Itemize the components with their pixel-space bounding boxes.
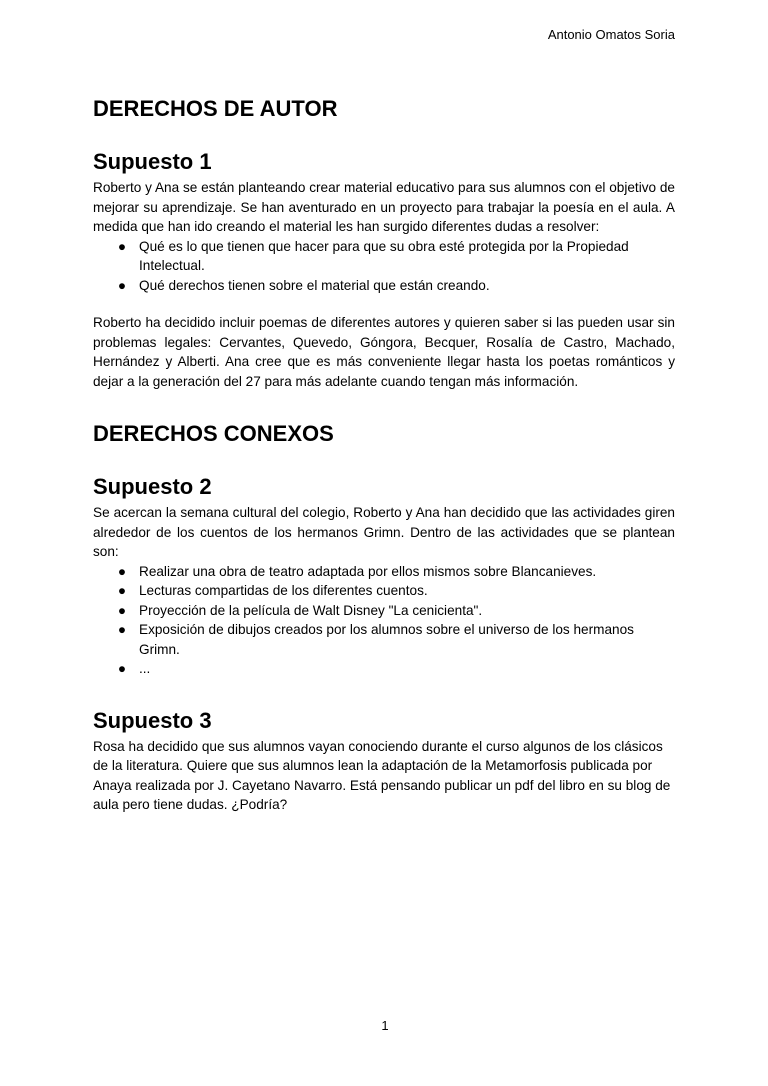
list-item: [115, 581, 675, 601]
list-item: [115, 276, 675, 296]
case2-bullet-list: [93, 562, 675, 679]
list-item-text: Exposición de dibujos creados por los alumnos sobre el universo de los hermanos Grimn.: [139, 622, 634, 657]
case2-intro: Se acercan la semana cultural del colegio, Roberto y Ana han decidido que las actividades giren alrededor de los cuentos de los hermanos Grimn. Dentro de las actividades que se plantean son:: [93, 505, 675, 559]
case3-text: Rosa ha decidido que sus alumnos vayan conociendo durante el curso algunos de los clásicos de la literatura. Quiere que sus alumnos lean la adaptación de la Metamorfosis publicada por Anaya realizada por J. Cayetano Navarro. Está pensando publicar un pdf del libro en su blog de aula pero tiene dudas. ¿Podría?: [93, 738, 671, 812]
list-item: [115, 601, 675, 621]
list-item: [115, 562, 675, 582]
list-item-text: Qué derechos tienen sobre el material que están creando.: [139, 277, 490, 293]
bullet-icon: ●: [117, 583, 127, 598]
bullet-icon: ●: [117, 238, 127, 254]
list-item-text: Proyección de la película de Walt Disney "La cenicienta".: [139, 602, 483, 618]
bullet-icon: ●: [117, 661, 127, 676]
case1-intro: Roberto y Ana se están planteando crear material educativo para sus alumnos con el objetivo de mejorar su aprendizaje. Se han aventurado en un proyecto para trabajar la poesía en el aula. A medida que han ido creando el material les han surgido diferentes dudas a resolver:: [93, 180, 675, 234]
page-number: [0, 1018, 768, 1033]
bullet-icon: ●: [117, 622, 127, 637]
case1-paragraph-2: Roberto ha decidido incluir poemas de diferentes autores y quieren saber si las pueden usar sin problemas legales: Cervantes, Quevedo, Góngora, Becquer, Rosalía de Castro, Machado, Hernández y Alberti. Ana cree que es más conveniente llegar hasta los poetas románticos y dejar a la generación del 27 para más adelante cuando tengan más información.: [93, 315, 675, 389]
bullet-icon: ●: [117, 277, 127, 293]
list-item: [115, 620, 675, 659]
section-title-derechos-autor: DERECHOS DE AUTOR: [93, 96, 338, 121]
case-title-1: Supuesto 1: [93, 149, 212, 174]
case-title-3: Supuesto 3: [93, 707, 212, 733]
section-title-derechos-conexos: DERECHOS CONEXOS: [93, 421, 334, 446]
bullet-icon: ●: [117, 563, 127, 579]
page-number-text: 1: [381, 1018, 389, 1033]
list-item-text: Lecturas compartidas de los diferentes cuentos.: [139, 583, 428, 598]
bullet-icon: ●: [117, 602, 127, 618]
list-item-text: ...: [139, 661, 151, 676]
list-item-text: Realizar una obra de teatro adaptada por ellos mismos sobre Blancanieves.: [139, 563, 597, 579]
list-item: [115, 237, 675, 276]
list-item: [115, 659, 675, 679]
page-content: [93, 92, 675, 815]
case-title-2: Supuesto 2: [93, 474, 212, 499]
case1-bullet-list: [93, 237, 675, 296]
list-item-text: Qué es lo que tienen que hacer para que su obra esté protegida por la Propiedad Intelectual.: [139, 238, 629, 273]
header-author: Antonio Omatos Soria: [547, 27, 675, 42]
